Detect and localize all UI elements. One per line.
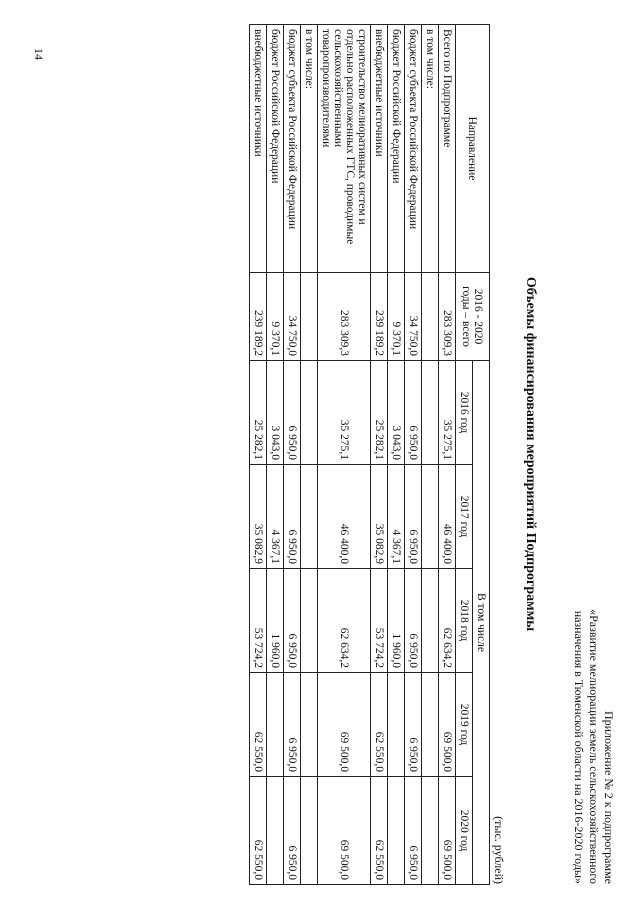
cell-value: 6 950,0 <box>405 777 422 885</box>
table-row <box>284 25 301 885</box>
cell-value: 6 950,0 <box>284 777 301 885</box>
cell-value: 69 500,0 <box>439 673 456 777</box>
cell-value: 53 724,2 <box>371 569 388 673</box>
cell-value: 3 043,0 <box>267 361 284 465</box>
cell-value: 4 367,1 <box>267 465 284 569</box>
row-label: в том числе: <box>301 25 318 273</box>
header-direction: Направление <box>456 25 490 273</box>
table-row <box>439 25 456 885</box>
row-label: бюджет Российской Федерации <box>388 25 405 273</box>
cell-value: 46 400,0 <box>439 465 456 569</box>
row-label: внебюджетные источники <box>250 25 267 273</box>
table-row <box>301 25 318 885</box>
cell-value: 239 189,2 <box>371 273 388 361</box>
row-label: бюджет субъекта Российской Федерации <box>284 25 301 273</box>
table-row <box>250 25 267 885</box>
cell-value: 35 275,1 <box>439 361 456 465</box>
appendix-line: «Развитие мелиорации земель сельскохозяйственного <box>587 609 601 884</box>
cell-value: 6 950,0 <box>405 465 422 569</box>
table-row <box>371 25 388 885</box>
page-number: 14 <box>32 48 46 60</box>
cell-value: 69 500,0 <box>318 673 371 777</box>
table-row <box>405 25 422 885</box>
header-year: 2016 год <box>456 361 473 465</box>
cell-value: 62 550,0 <box>371 777 388 885</box>
cell-value: 6 950,0 <box>405 361 422 465</box>
row-label: в том числе: <box>422 25 439 273</box>
cell-value: 6 950,0 <box>405 569 422 673</box>
table-row <box>318 25 371 885</box>
document-title: Объемы финансирования мероприятий Подпрограммы <box>523 276 538 632</box>
cell-value: 69 500,0 <box>318 777 371 885</box>
cell-value <box>422 465 439 569</box>
row-label: Всего по Подпрограмме <box>439 25 456 273</box>
cell-value <box>422 777 439 885</box>
cell-value <box>301 569 318 673</box>
header-including: В том числе <box>473 361 490 885</box>
row-label: внебюджетные источники <box>371 25 388 273</box>
cell-value: 4 367,1 <box>388 465 405 569</box>
cell-value: 25 282,1 <box>371 361 388 465</box>
cell-value <box>422 673 439 777</box>
cell-value: 6 950,0 <box>405 673 422 777</box>
cell-value <box>267 777 284 885</box>
cell-value <box>267 673 284 777</box>
cell-value <box>301 465 318 569</box>
cell-value: 62 634,2 <box>439 569 456 673</box>
header-year: 2019 год <box>456 673 473 777</box>
cell-value: 6 950,0 <box>284 569 301 673</box>
row-label: строительство мелиоративных систем и отдельно расположенных ГТС, проводимые сельскохозяйственными товаропроизводителями <box>318 25 371 273</box>
header-year: 2017 год <box>456 465 473 569</box>
header-year: 2020 год <box>456 777 473 885</box>
cell-value: 25 282,1 <box>250 361 267 465</box>
rotated-page <box>16 24 616 884</box>
cell-value: 69 500,0 <box>439 777 456 885</box>
header-total: 2016 - 2020 годы – всего <box>456 273 490 361</box>
cell-value: 62 550,0 <box>250 777 267 885</box>
appendix-line: назначения в Тюменской области на 2016-2020 годы» <box>572 610 586 884</box>
cell-value: 1 960,0 <box>267 569 284 673</box>
cell-value: 9 370,1 <box>267 273 284 361</box>
cell-value: 62 550,0 <box>250 673 267 777</box>
cell-value <box>422 361 439 465</box>
units-label: (тыс. рублей) <box>492 816 506 884</box>
cell-value: 283 309,3 <box>439 273 456 361</box>
financing-table <box>249 24 490 885</box>
header-year: 2018 год <box>456 569 473 673</box>
cell-value: 62 634,2 <box>318 569 371 673</box>
cell-value: 34 750,0 <box>405 273 422 361</box>
cell-value: 283 309,3 <box>318 273 371 361</box>
table-row <box>267 25 284 885</box>
cell-value <box>422 569 439 673</box>
cell-value <box>301 361 318 465</box>
cell-value: 62 550,0 <box>371 673 388 777</box>
appendix-note <box>571 544 616 884</box>
cell-value <box>301 673 318 777</box>
cell-value: 1 960,0 <box>388 569 405 673</box>
cell-value: 6 950,0 <box>284 673 301 777</box>
cell-value: 53 724,2 <box>250 569 267 673</box>
appendix-line: Приложение № 2 к подпрограмме <box>602 710 616 884</box>
row-label: бюджет Российской Федерации <box>267 25 284 273</box>
cell-value <box>422 273 439 361</box>
cell-value: 3 043,0 <box>388 361 405 465</box>
cell-value: 35 082,9 <box>371 465 388 569</box>
cell-value <box>301 273 318 361</box>
cell-value <box>388 673 405 777</box>
table-row <box>422 25 439 885</box>
cell-value: 6 950,0 <box>284 361 301 465</box>
cell-value: 35 082,9 <box>250 465 267 569</box>
cell-value: 9 370,1 <box>388 273 405 361</box>
table-row <box>388 25 405 885</box>
cell-value <box>301 777 318 885</box>
cell-value: 35 275,1 <box>318 361 371 465</box>
cell-value: 46 400,0 <box>318 465 371 569</box>
cell-value: 239 189,2 <box>250 273 267 361</box>
row-label: бюджет субъекта Российской Федерации <box>405 25 422 273</box>
cell-value <box>388 777 405 885</box>
cell-value: 6 950,0 <box>284 465 301 569</box>
cell-value: 34 750,0 <box>284 273 301 361</box>
